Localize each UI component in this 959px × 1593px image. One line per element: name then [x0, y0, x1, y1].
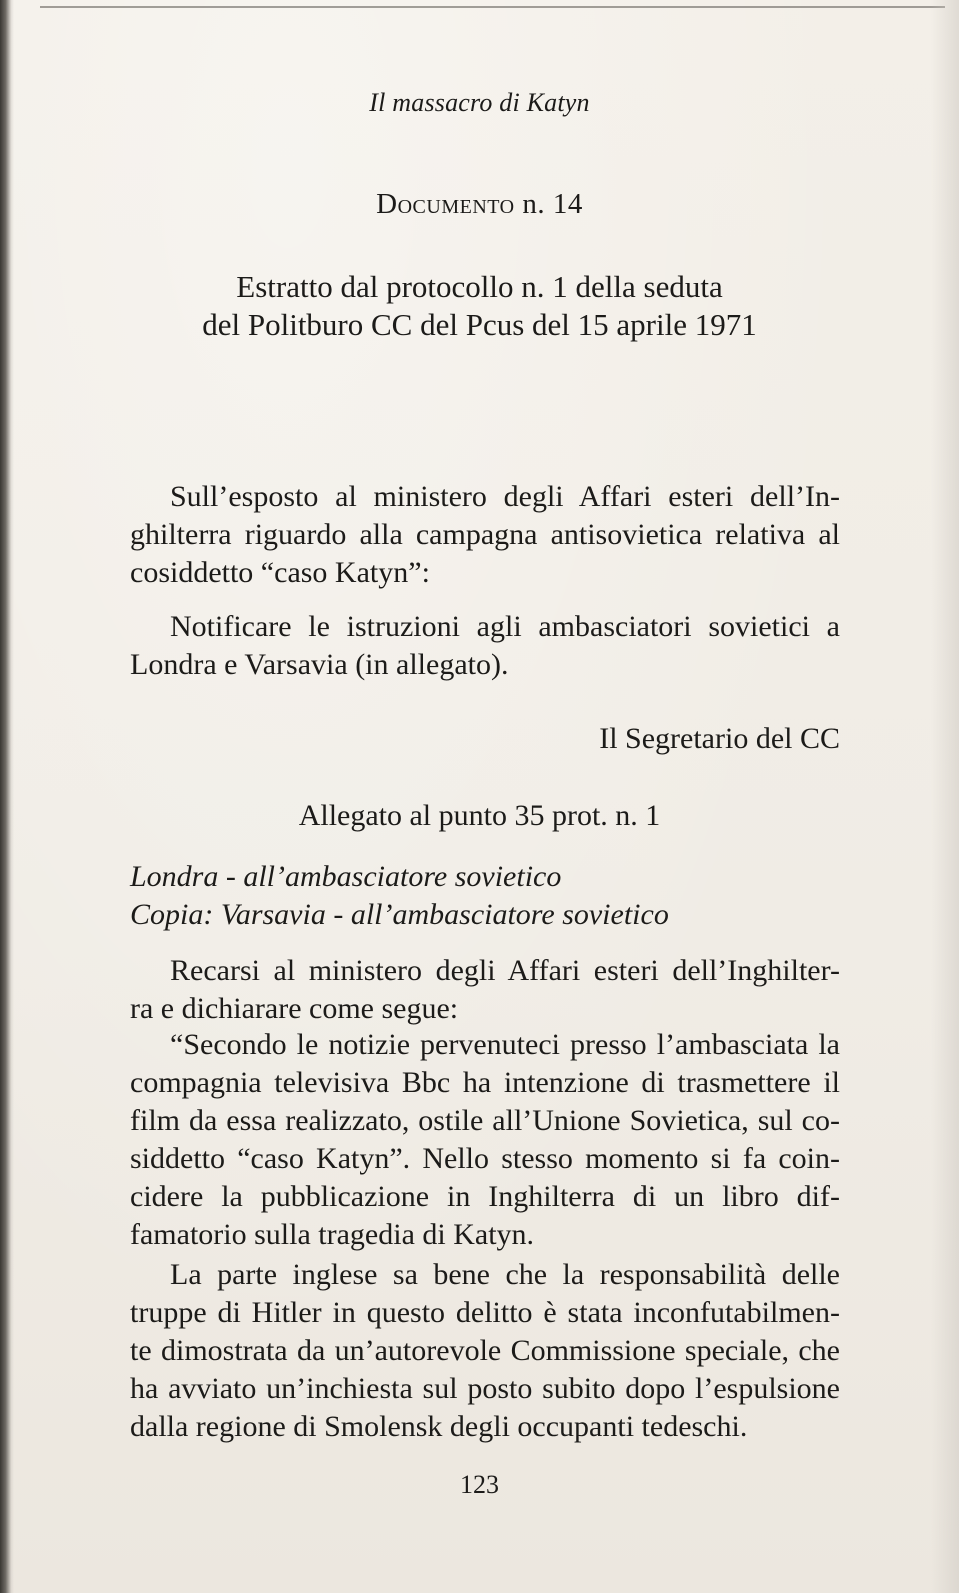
document-title-number: n. 14 [522, 188, 583, 220]
subtitle-line: del Politburo CC del Pcus del 15 aprile 1971 [202, 307, 757, 342]
paragraph-line: ha avviato un’inchiesta sul posto subito dopo l’espulsione [130, 1372, 840, 1405]
paragraph-line: ghilterra riguardo alla campagna antisovietica relativa al [130, 518, 840, 551]
address-line: Londra - all’ambasciatore sovietico [130, 860, 562, 893]
paragraph-line: “Secondo le notizie pervenuteci presso l’ambasciata la [170, 1028, 840, 1061]
document-subtitle [0, 268, 959, 344]
address-block [130, 858, 840, 934]
signature: Il Segretario del CC [599, 722, 840, 755]
paragraph-line: siddetto “caso Katyn”. Nello stesso momento si fa coin- [130, 1142, 840, 1175]
paragraph-line: truppe di Hitler in questo delitto è stata inconfutabilmen- [130, 1296, 840, 1329]
page-top-edge [40, 6, 945, 8]
running-head: Il massacro di Katyn [369, 88, 590, 117]
paragraph-line: famatorio sulla tragedia di Katyn. [130, 1218, 535, 1251]
document-title [0, 188, 959, 221]
paragraph-line: film da essa realizzato, ostile all’Unione Sovietica, sul co- [130, 1104, 840, 1137]
page-number: 123 [460, 1470, 499, 1499]
paragraph-line: Recarsi al ministero degli Affari esteri dell’Inghilter- [170, 954, 840, 987]
allegato-heading: Allegato al punto 35 prot. n. 1 [298, 799, 661, 832]
paragraph-line: cosiddetto “caso Katyn”: [130, 556, 430, 589]
paragraph-line: La parte inglese sa bene che la responsabilità delle [170, 1258, 840, 1291]
paragraph-line: dalla regione di Smolensk degli occupanti tedeschi. [130, 1410, 748, 1443]
address-line: Copia: Varsavia - all’ambasciatore sovietico [130, 898, 669, 931]
paragraph-line: te dimostrata da un’autorevole Commissione speciale, che [130, 1334, 840, 1367]
paragraph-line: Londra e Varsavia (in allegato). [130, 648, 509, 681]
paragraph-line: compagnia televisiva Bbc ha intenzione di trasmettere il [130, 1066, 840, 1099]
paragraph-parte-inglese [130, 1256, 840, 1446]
paragraph-line: ra e dichiarare come segue: [130, 992, 459, 1025]
paragraph-secondo [130, 1026, 840, 1254]
subtitle-line: Estratto dal protocollo n. 1 della seduta [236, 269, 723, 304]
paragraph-esposto [130, 478, 840, 592]
paragraph-line: Notificare le istruzioni agli ambasciatori sovietici a [170, 610, 840, 643]
paragraph-recarsi [130, 952, 840, 1028]
paragraph-line: Sull’esposto al ministero degli Affari esteri dell’In- [170, 480, 840, 513]
paragraph-notificare [130, 608, 840, 684]
paragraph-line: cidere la pubblicazione in Inghilterra di un libro dif- [130, 1180, 840, 1213]
document-title-label: Documento [376, 188, 515, 220]
